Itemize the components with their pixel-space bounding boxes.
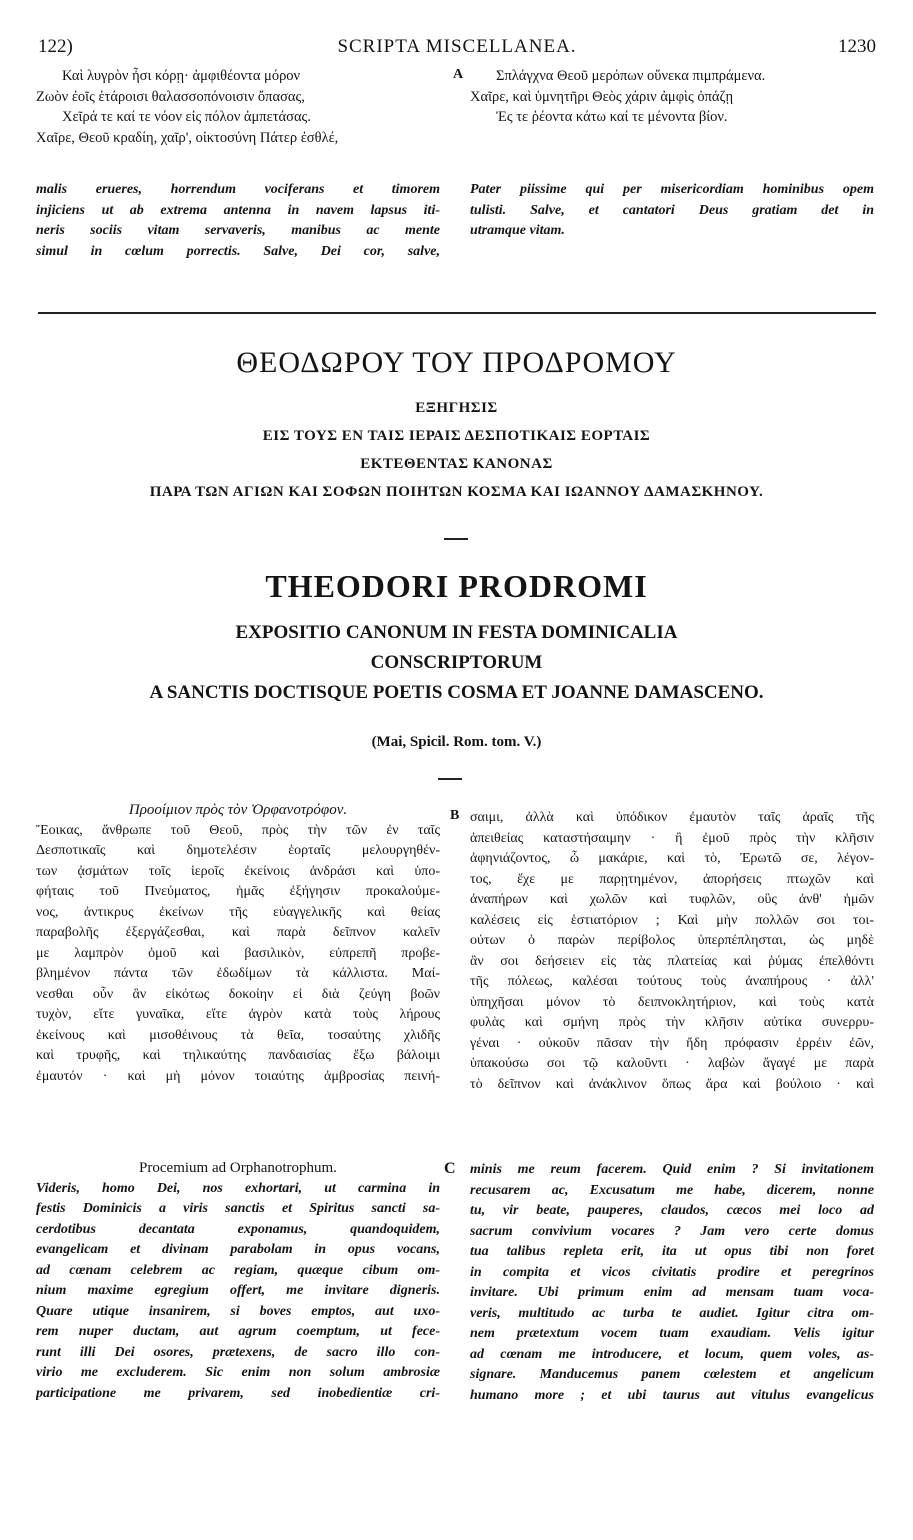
- text-line: festis Dominicis a viris sanctis et Spiritus sancti sa-: [36, 1201, 440, 1216]
- text-line: ἐκείνους καὶ μισοθέινους τὰ θεῖα, τοσαύτης χλιδῆς: [36, 1027, 440, 1043]
- text-line: σαιμι, ἀλλὰ καὶ ὑπόδικον ἐμαυτὸν ταῖς ἀραῖς τῆς: [470, 810, 874, 825]
- text-line: Χεῖρά τε καί τε νόον εἰς πόλον ἀμπετάσας.: [62, 109, 311, 125]
- text-line: tu, vir beate, pauperes, claudos, cæcos mei loco ad: [470, 1203, 874, 1218]
- text-line: με λαμπρὸν ὁμοῦ καὶ βασιλικὸν, εὐπρεπῆ προβε-: [36, 945, 440, 961]
- text-line: neris sociis vitam servaveris, manibus ac mente: [36, 223, 440, 238]
- latin-author-title: THEODORI PRODROMI: [265, 568, 648, 604]
- text-line: ἀφηνιάζοντος, ὦ μακάριε, καὶ τὸ, Ἐρωτῶ σε, λέγον-: [470, 851, 874, 866]
- latin-title-line: EXPOSITIO CANONUM IN FESTA DOMINICALIA: [235, 622, 678, 643]
- prooemium-greek-left: [36, 800, 440, 1087]
- title-dash: [438, 778, 462, 780]
- column-marker-b: B: [450, 808, 460, 823]
- text-line: runt illi Dei osores, prætexens, de sacro illo con-: [36, 1344, 440, 1360]
- text-line: Καὶ λυγρὸν ἦσι κόρῃ· ἀμφιθέοντα μόρον: [62, 68, 301, 84]
- text-line: Χαῖρε, Θεοῦ κραδίη, χαῖρ', οἰκτοσύνη Πάτερ ἐσθλέ,: [36, 129, 339, 146]
- text-line: ad cœnam celebrem ac regiam, quæque cibum om-: [36, 1262, 440, 1278]
- text-line: recusarem ac, Excusatum me habe, dicerem, nonne: [470, 1182, 874, 1198]
- text-line: Pater piissime qui per misericordiam hominibus opem: [470, 182, 874, 197]
- text-line: Videris, homo Dei, nos exhortari, ut carmina in: [36, 1180, 440, 1196]
- text-line: τὸ δεῖπνον καὶ ἀνάκλινον ὅπως ἄρα καὶ βούλοιο · καὶ: [470, 1076, 874, 1092]
- greek-title-line: ΕΞΗΓΗΣΙΣ: [415, 400, 498, 416]
- text-line: minis me reum facerem. Quid enim ? Si invitationem: [470, 1162, 874, 1177]
- text-line: φυλὰς καὶ σμήνη πρὸς τὴν κλῆσιν αὐτίκα συνερρυ-: [470, 1015, 874, 1030]
- text-line: sacrum convivium vocares ? Jam vero certe domus: [470, 1223, 874, 1239]
- text-line: παραβολῆς ἐξεργάζεσθαι, καὶ παρὰ δεῖπνον καλεῖν: [36, 925, 440, 940]
- greek-author-title: ΘΕΟΔΩΡΟΥ ΤΟΥ ΠΡΟΔΡΟΜΟΥ: [236, 346, 677, 379]
- text-line: signare. Manducemus panem cœlestem et angelicum: [470, 1367, 874, 1382]
- poem-latin-right: [470, 180, 874, 242]
- latin-title-line: A SANCTIS DOCTISQUE POETIS COSMA ET JOANNE DAMASCENO.: [149, 682, 764, 703]
- text-line: ad cœnam me introducere, et locum, quem voles, as-: [470, 1346, 874, 1362]
- text-line: ἀπειθείας καταστήσαιμην · ἢ ἐμοῦ πρὸς τὴν κλῆσιν: [470, 830, 874, 846]
- text-line: evangelicam et divinam parabolam in opus vocans,: [36, 1242, 440, 1257]
- text-line: ἂν σοι δεήσειεν εἰς τὰς πλατείας καὶ ῥύμας ἐπελθόντι: [470, 953, 874, 969]
- text-line: ἐμαυτόν · καὶ μὴ μόνον τοιαύτης ἀμβροσίας πειvή-: [36, 1068, 440, 1084]
- text-line: ούτων ὁ παρὼν περίβολος ὑπερπέπλησται, ὡς μηδὲ: [470, 933, 874, 948]
- text-line: invitare. Ubi primum enim ad mensam tuam voca-: [470, 1285, 874, 1300]
- text-line: Ἐς τε ῥέοντα κάτω καί τε μένοντα βίον.: [496, 109, 728, 125]
- title-dash: [444, 538, 468, 540]
- text-line: τος, ἔχε με παρῃτημένον, ἀπορήσεις πτωχῶν καὶ: [470, 871, 874, 887]
- column-marker-c: C: [444, 1160, 456, 1177]
- text-line: ἀναπήρων καὶ χωλῶν καὶ τυφλῶν, οὓς ἀνθ' ἡμῶν: [470, 892, 874, 907]
- text-line: tua talibus repleta erit, ita ut opus tibi non foret: [470, 1244, 874, 1259]
- text-line: simul in cœlum porrectis. Salve, Dei cor, salve,: [36, 243, 440, 259]
- text-line: νος, ἀντικρυς ἐκείνων τῆς εὐαγγελικῆς καὶ θείας: [36, 904, 440, 920]
- text-line: των ᾀσμάτων τοῖς ἱεροῖς ἐκείνοις ἀνδράσι καὶ ὑπο-: [36, 863, 440, 879]
- running-head: [38, 36, 876, 58]
- text-line: nium maxime egregium offert, me invitare digneris.: [36, 1283, 440, 1298]
- text-line: νεσθαι οὖν ἂν εἰκότως δοκοίην εἰ διὰ ζεύγη βοῶν: [36, 986, 440, 1002]
- text-line: τῆς πόλεως, καλέσαι τούτους τοὺς ἀναπήρους · ἀλλ': [470, 974, 874, 989]
- text-line: καλέσεις εἰς ἑστιατόριον ; Καὶ μὴν πολλῶν σοι τοι-: [470, 912, 874, 928]
- text-line: καὶ τρυφῆς, καὶ τηλικαύτης πανδαισίας ἔξω βάλοιμι: [36, 1048, 440, 1063]
- text-line: γέναι · οὐκοῦν πᾶσαν τὴν ἤδη πρόφασιν ἐρρέιν ἐῶν,: [470, 1035, 874, 1051]
- text-line: Quare utique insanirem, si boves emptos, aut uxo-: [36, 1303, 440, 1319]
- text-line: τυχὸν, εἴτε γυναῖκα, εἴτε ἀγρὸν κατὰ τοὺς λήρους: [36, 1007, 440, 1022]
- text-line: φήταις τοῦ Πνεύματος, ἡμᾶς ἐξήγησιν προκαλούμε-: [36, 884, 440, 899]
- prooemium-latin-left: [36, 1158, 440, 1404]
- text-line: Χαῖρε, καὶ ὑμνητῆρι Θεὸς χάριν ἀμφὶς ὀπάζῃ: [470, 88, 734, 105]
- source-citation: (Mai, Spicil. Rom. tom. V.): [371, 734, 542, 750]
- text-line: cerdotibus decantata exponamus, quandoquidem,: [36, 1221, 440, 1237]
- page-number-left: 122): [38, 36, 73, 57]
- running-title: SCRIPTA MISCELLANEA.: [337, 36, 577, 57]
- poem-greek-left: [36, 66, 440, 148]
- section-divider: [38, 312, 876, 314]
- text-line: malis erueres, horrendum vociferans et timorem: [36, 182, 440, 197]
- section-heading: Προοίμιον πρὸς τὸν Ὀρφανοτρόφον.: [128, 802, 348, 818]
- text-line: humano more ; et ubi taurus aut vitulus evangelicus: [470, 1387, 874, 1403]
- poem-latin-left: [36, 180, 440, 262]
- greek-title-line: ΠΑΡΑ ΤΩΝ ΑΓΙΩΝ ΚΑΙ ΣΟΦΩΝ ΠΟΙΗΤΩΝ ΚΟΣΜΑ ΚΑΙ ΙΩΑΝΝΟΥ ΔΑΜΑΣΚΗΝΟΥ.: [149, 484, 764, 500]
- text-line: in compita et vicos civitatis prodire et peregrinos: [470, 1264, 874, 1280]
- text-line: Ἔοικας, ἄνθρωπε τοῦ Θεοῦ, πρὸς τὴν τῶν ἐν ταῖς: [36, 822, 440, 838]
- prooemium-latin-right: [470, 1160, 874, 1406]
- text-line: participatione me privarem, sed inobedientiæ cri-: [36, 1385, 440, 1401]
- text-line: ὑπακούσω σοι τῷ καλοῦντι · λαβὼν ἄγαγέ με παρὰ: [470, 1056, 874, 1071]
- latin-title-line: CONSCRIPTORUM: [370, 652, 543, 673]
- greek-title-line: ΕΙΣ ΤΟΥΣ ΕΝ ΤΑΙΣ ΙΕΡΑΙΣ ΔΕΣΠΟΤΙΚΑΙΣ ΕΟΡΤΑΙΣ: [262, 428, 651, 444]
- text-line: veris, multitudo ac turba te audiet. Igitur citra om-: [470, 1305, 874, 1321]
- text-line: utramque vitam.: [470, 223, 565, 238]
- column-marker-a: A: [453, 67, 464, 82]
- greek-title-line: ΕΚΤΕΘΕΝΤΑΣ ΚΑΝΟΝΑΣ: [360, 456, 553, 472]
- text-line: injiciens ut ab extrema antenna in navem lapsus iti-: [36, 202, 440, 218]
- page-number-right: 1230: [838, 36, 876, 57]
- text-line: nem prætextum vocem tuam exaudiam. Velis igitur: [470, 1326, 874, 1341]
- text-line: virio me excluderem. Sic enim non solum ambrosiæ: [36, 1365, 440, 1380]
- text-line: Σπλάγχνα Θεοῦ μερόπων οὕνεκα πιμπράμενα.: [496, 68, 766, 84]
- text-line: tulisti. Salve, et cantatori Deus gratiam det in: [470, 202, 874, 218]
- text-line: rem nuper ductam, aut agrum coemptum, ut fece-: [36, 1324, 440, 1339]
- prooemium-greek-right: [470, 808, 874, 1095]
- text-line: Ζωὸν ἐοῖς ἑτάροισι θαλασσοπόνοισιν ὄπασας,: [36, 88, 305, 105]
- text-line: Δεσποτικαῖς καὶ δημοτελέσιν ἑορταῖς μελουργηθέν-: [36, 843, 440, 858]
- text-line: βλημένον πάντα τῶν ἐδωδίμων τὰ κάλλιστα. Μαί-: [36, 966, 440, 981]
- poem-greek-right: [470, 66, 874, 128]
- text-line: ὑπηχῆσαι μόνον τὸ δειπνοκλητήριον, καὶ τοὺς κατὰ: [470, 994, 874, 1010]
- section-heading: Procemium ad Orphanotrophum.: [139, 1160, 337, 1176]
